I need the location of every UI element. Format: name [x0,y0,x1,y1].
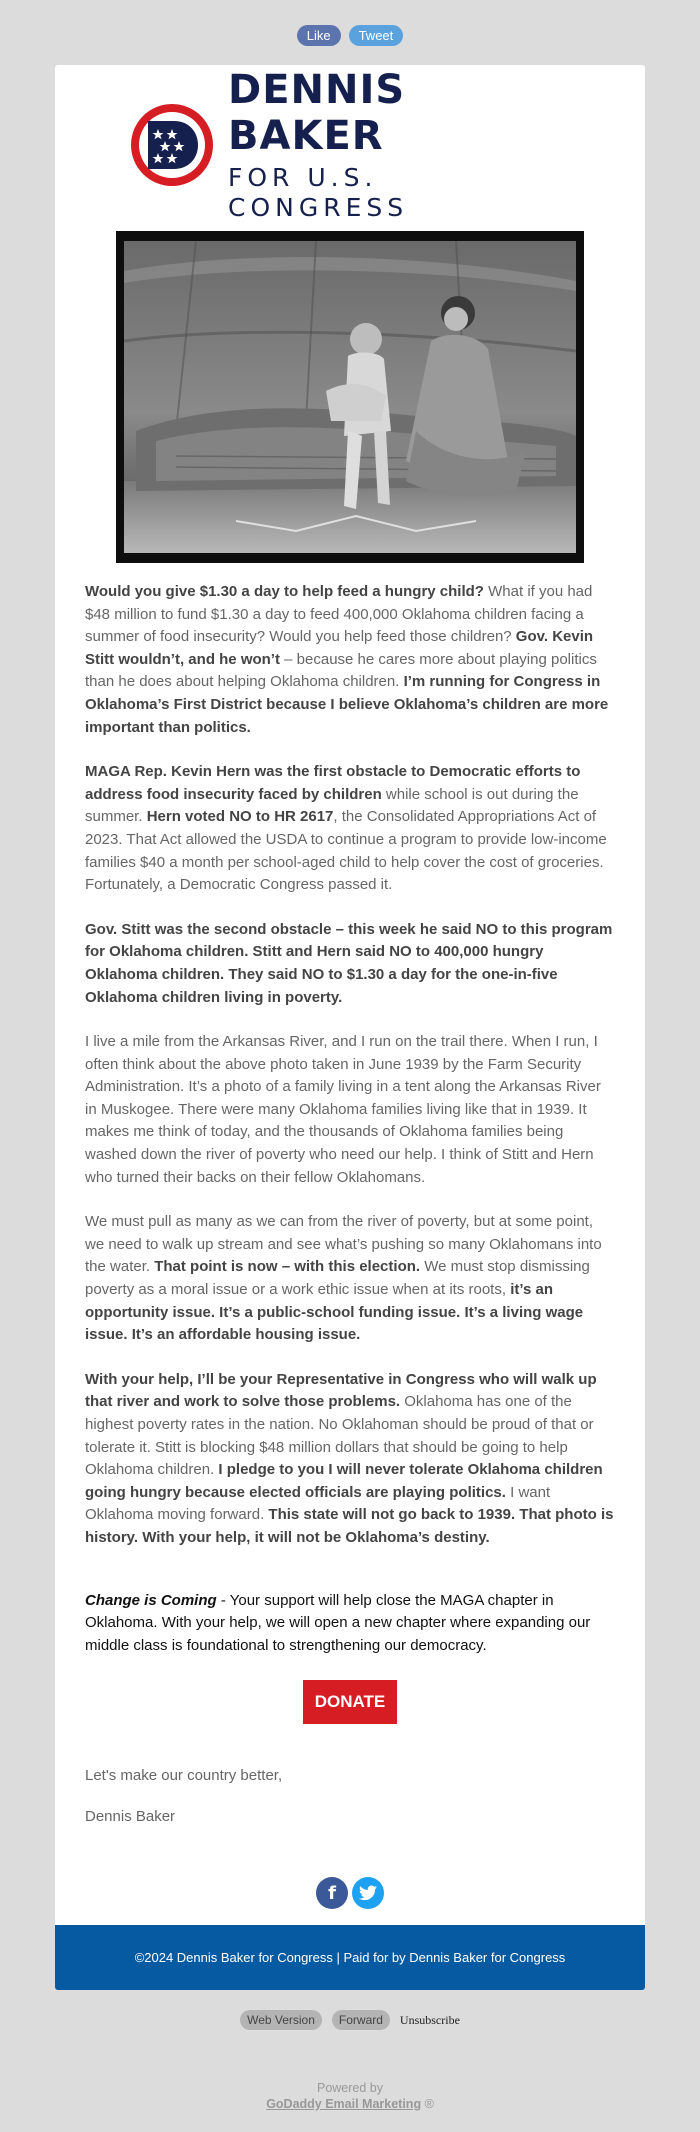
campaign-seal-icon [130,103,214,187]
call-to-action [85,1590,615,1658]
closing [85,1765,282,1847]
logo-text [228,67,570,223]
unsubscribe-link[interactable]: Unsubscribe [399,2012,460,2027]
text-bold: I pledge to you I will never tolerate Oklahoma children going hungry because elected officials are playing politics. [85,1461,603,1501]
tweet-button[interactable]: Tweet [349,25,404,46]
candidate-name: DENNIS BAKER [228,67,406,159]
historic-family-photo [116,231,584,563]
powered-label: Powered by [316,2081,383,2095]
text: I want Oklahoma moving forward. [85,1483,551,1524]
text: – because he cares more about playing politics than he does about helping Oklahoma children. [85,650,597,691]
social-links [55,1877,645,1909]
powered-by [0,2080,700,2112]
text-bold: I’m running for Congress in Oklahoma’s First District because I believe Oklahoma’s children are more important than politics. [85,673,609,736]
text-bold: Gov. Stitt was the second obstacle – this week he said NO to this program for Oklahoma children. Stitt and Hern said NO to 400,000 hungry Oklahoma children. They said NO to $1.30 a day for the one-in-five Oklahoma children living in poverty. [85,920,613,1006]
text-bold: Hern voted NO to HR 2617 [146,808,334,826]
text: We must stop dismissing poverty as a moral issue or a work ethic issue when at its roots, [85,1258,590,1299]
paragraph-6 [85,1369,615,1550]
paragraph-4: I live a mile from the Arkansas River, and I run on the trail there. When I run, I often think about the above photo taken in June 1939 by the Farm Security Administration. It’s a photo of a family living in a tent along the Arkansas River in Muskogee. There were many Oklahoma families living like that in 1939. It makes me think of today, and the thousands of Oklahoma families being washed down the river of poverty who need our help. I think of Stitt and Hern who turned their backs on their fellow Oklahomans. [85,1033,601,1186]
campaign-logo[interactable] [130,67,570,222]
text: We must pull as many as we can from the river of poverty, but at some point, we need to walk up stream and see what’s pushing so many Oklahomans into the water. [85,1213,602,1276]
closing-line: Let's make our country better, [85,1767,283,1784]
email-links [0,2010,700,2030]
twitter-icon[interactable] [352,1877,384,1909]
text: , the Consolidated Appropriations Act of 2023. That Act allowed the USDA to continue a program to provide low-income families $40 a month per school-aged child to help cover the cost of groceries. Fortunately, a Democratic Congress passed it. [85,808,607,894]
forward-link[interactable]: Forward [332,2010,390,2030]
text-bold: MAGA Rep. Kevin Hern was the first obstacle to Democratic efforts to address food insecurity faced by children [85,763,581,803]
tent-photo-icon [116,231,584,563]
cta-heading: Change is Coming [85,1591,217,1609]
like-button[interactable]: Like [297,25,341,46]
text-bold: With your help, I’ll be your Representative in Congress who will walk up that river and work to solve those problems. [85,1370,597,1411]
letter-body [85,581,615,1679]
paragraph-3 [85,919,615,1009]
text-bold: This state will not go back to 1939. That photo is history. With your help, it will not be Oklahoma’s destiny. [85,1506,614,1546]
paragraph-1 [85,581,615,739]
donate-button[interactable]: DONATE [303,1680,397,1724]
text: Oklahoma has one of the highest poverty rates in the nation. No Oklahoman should be proud of that or tolerate it. Stitt is blocking $48 million dollars that should be going to help Oklahoma children. [85,1393,594,1479]
godaddy-link[interactable]: GoDaddy Email Marketing [266,2097,422,2111]
paragraph-2 [85,761,615,897]
footer-band [55,1925,645,1990]
text-bold: Gov. Kevin Stitt wouldn’t, and he won’t [85,628,594,668]
signature: Dennis Baker [85,1808,176,1825]
footer-text: ©2024 Dennis Baker for Congress | Paid for by Dennis Baker for Congress [134,1950,566,1965]
text: while school is out during the summer. [85,785,579,826]
text-bold: That point is now – with this election. [154,1258,421,1276]
text-bold: it’s an opportunity issue. It’s a public-school funding issue. It’s a living wage issue. It’s an affordable housing issue. [85,1281,584,1344]
powered-brand-line [0,2096,700,2112]
share-bar [0,0,700,64]
web-version-link[interactable]: Web Version [240,2010,322,2030]
facebook-icon[interactable]: f [316,1877,348,1909]
twitter-bird-icon [359,1885,377,1901]
candidate-office: FOR U.S. CONGRESS [228,163,409,222]
paragraph-5 [85,1211,615,1347]
text-bold: Would you give $1.30 a day to help feed a hungry child? [85,583,484,600]
email-card [55,65,645,1990]
donate-container [55,1680,645,1724]
text: What if you had $48 million to fund $1.30 a day to feed 400,000 Oklahoma children facing a summer of food insecurity? Would you help feed those children? [85,583,593,646]
registered-mark: ® [424,2097,434,2111]
text: - Your support will help close the MAGA chapter in Oklahoma. With your help, we will open a new chapter where expanding our middle class is foundational to strengthening our democracy. [85,1591,591,1654]
